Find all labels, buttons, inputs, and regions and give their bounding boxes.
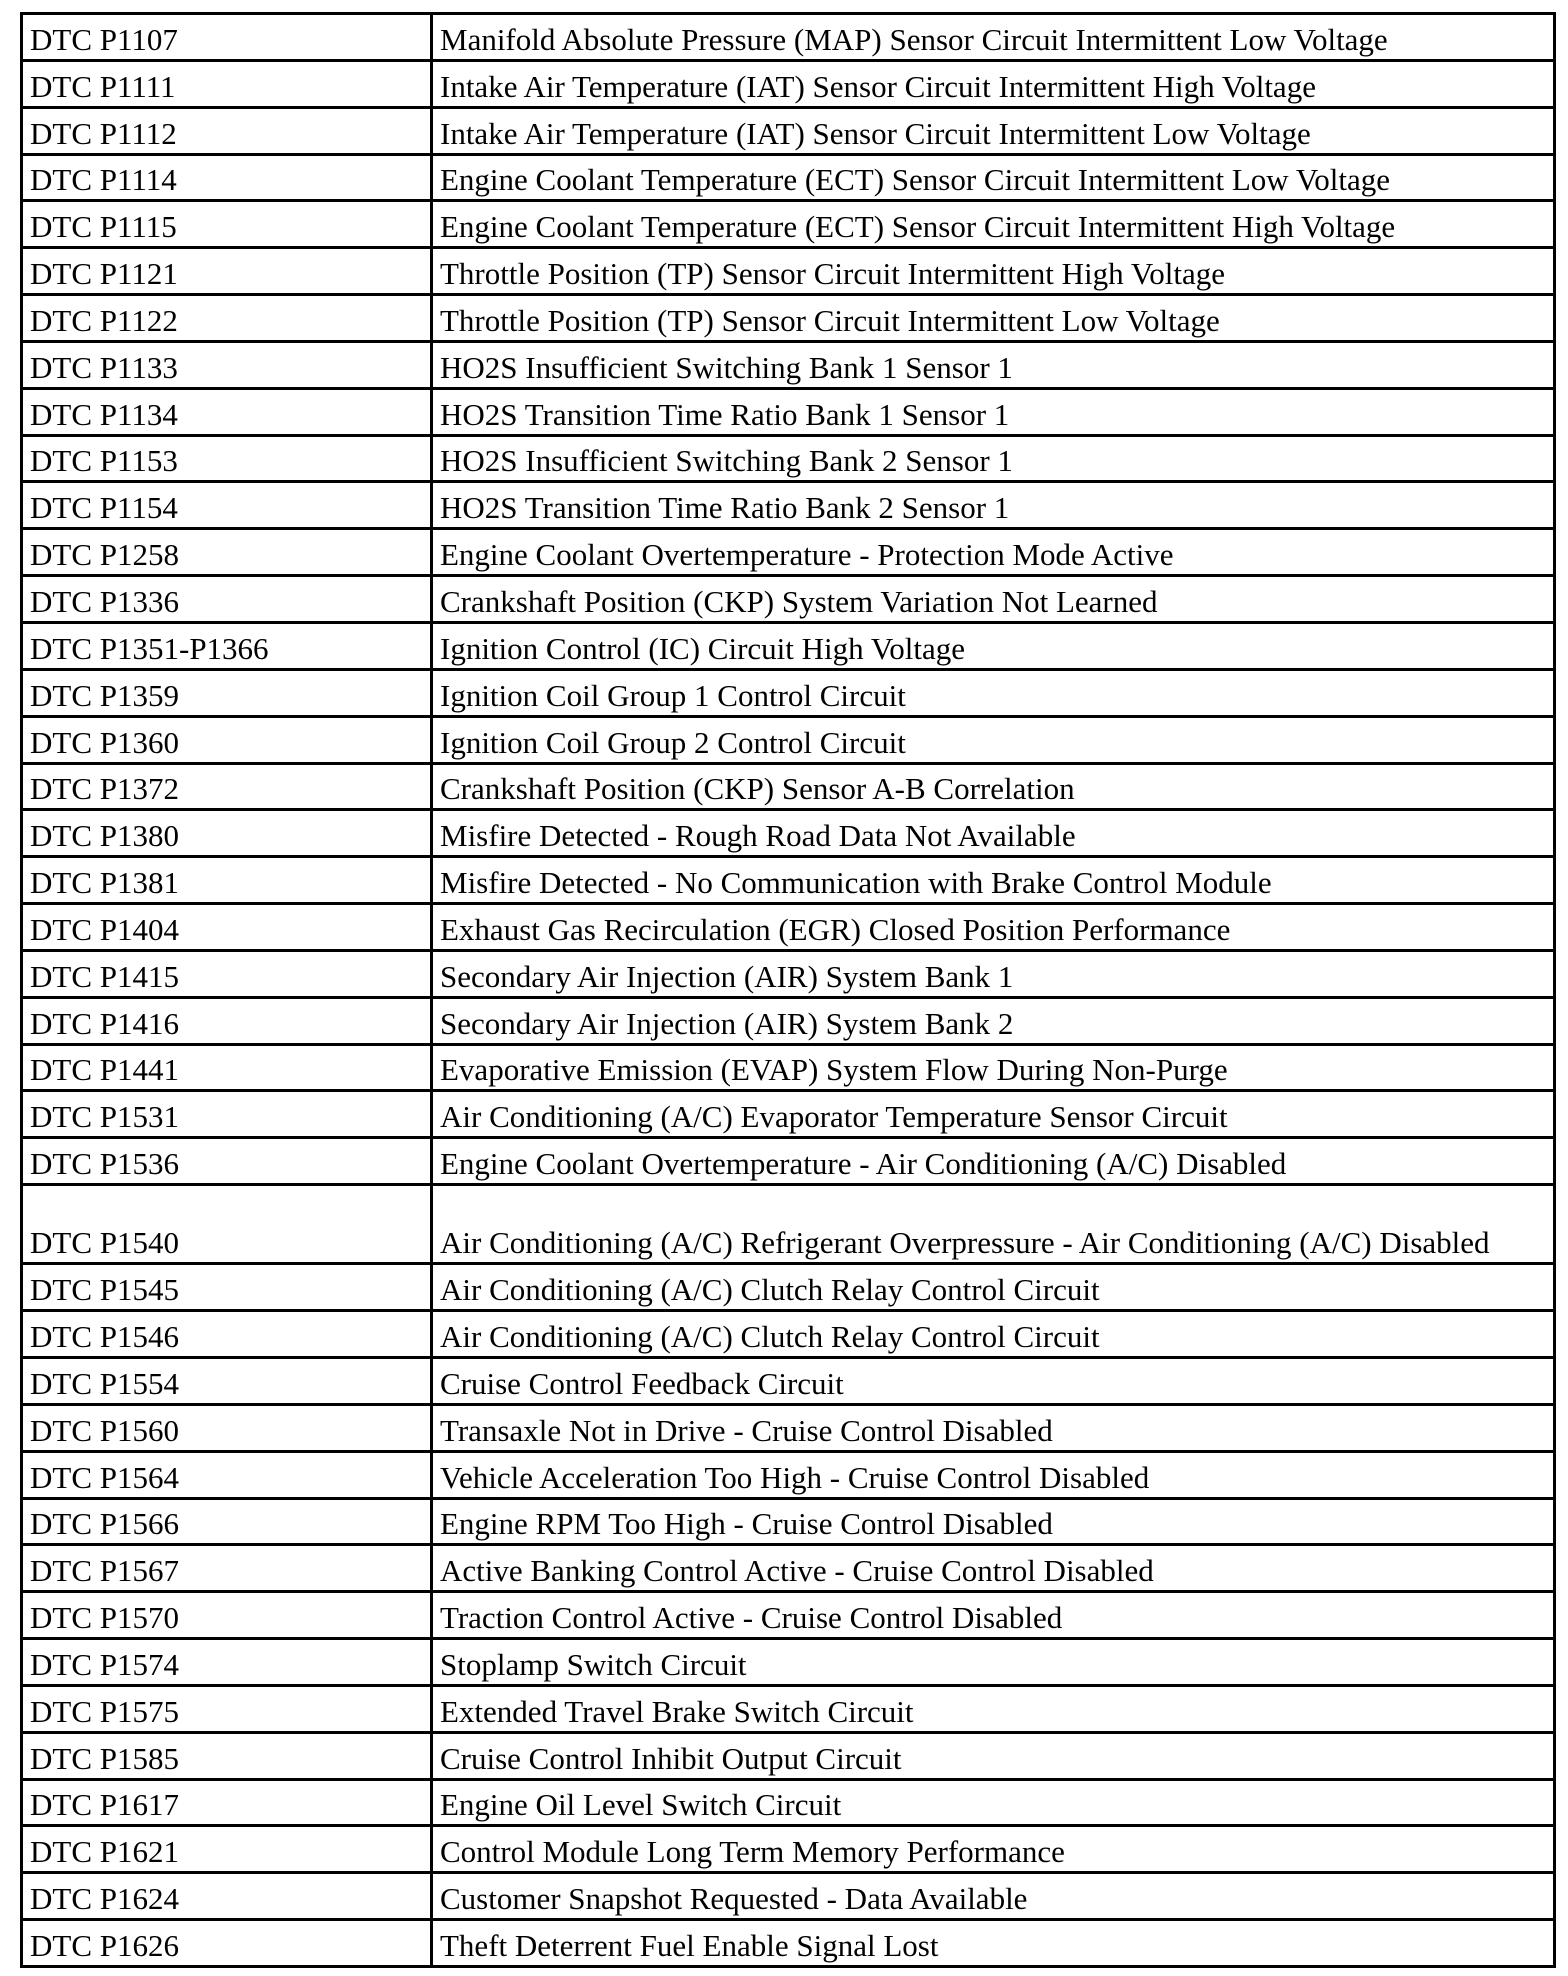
dtc-description-cell: Misfire Detected - Rough Road Data Not Available xyxy=(432,810,1555,857)
dtc-code-cell: DTC P1133 xyxy=(22,341,432,388)
table-row xyxy=(22,1044,1555,1091)
table-row xyxy=(22,1264,1555,1311)
dtc-description-cell: Evaporative Emission (EVAP) System Flow During Non-Purge xyxy=(432,1044,1555,1091)
dtc-code-cell: DTC P1122 xyxy=(22,295,432,342)
dtc-description-cell: Cruise Control Feedback Circuit xyxy=(432,1357,1555,1404)
dtc-description-cell: Extended Travel Brake Switch Circuit xyxy=(432,1685,1555,1732)
dtc-code-cell: DTC P1624 xyxy=(22,1873,432,1920)
dtc-code-cell: DTC P1153 xyxy=(22,435,432,482)
dtc-code-cell: DTC P1114 xyxy=(22,154,432,201)
dtc-description-cell: Active Banking Control Active - Cruise Control Disabled xyxy=(432,1545,1555,1592)
dtc-description-cell: HO2S Insufficient Switching Bank 2 Sensor 1 xyxy=(432,435,1555,482)
dtc-description-cell: Throttle Position (TP) Sensor Circuit Intermittent High Voltage xyxy=(432,248,1555,295)
table-row xyxy=(22,1873,1555,1920)
table-row xyxy=(22,716,1555,763)
dtc-description-cell: Engine RPM Too High - Cruise Control Disabled xyxy=(432,1498,1555,1545)
dtc-table xyxy=(20,12,1556,1968)
dtc-description-cell: Cruise Control Inhibit Output Circuit xyxy=(432,1732,1555,1779)
dtc-code-cell: DTC P1111 xyxy=(22,60,432,107)
dtc-description-cell: Misfire Detected - No Communication with Brake Control Module xyxy=(432,857,1555,904)
table-row xyxy=(22,1779,1555,1826)
table-row xyxy=(22,1138,1555,1185)
dtc-code-cell: DTC P1536 xyxy=(22,1138,432,1185)
dtc-code-cell: DTC P1621 xyxy=(22,1826,432,1873)
table-row xyxy=(22,341,1555,388)
table-row xyxy=(22,1451,1555,1498)
dtc-description-cell: Manifold Absolute Pressure (MAP) Sensor Circuit Intermittent Low Voltage xyxy=(432,14,1555,61)
table-row xyxy=(22,107,1555,154)
table-row xyxy=(22,248,1555,295)
table-row xyxy=(22,60,1555,107)
dtc-description-cell: HO2S Transition Time Ratio Bank 1 Sensor 1 xyxy=(432,388,1555,435)
dtc-description-cell: Stoplamp Switch Circuit xyxy=(432,1639,1555,1686)
table-row xyxy=(22,810,1555,857)
dtc-code-cell: DTC P1115 xyxy=(22,201,432,248)
dtc-description-cell: Traction Control Active - Cruise Control Disabled xyxy=(432,1592,1555,1639)
dtc-code-cell: DTC P1360 xyxy=(22,716,432,763)
table-row xyxy=(22,1639,1555,1686)
dtc-code-cell: DTC P1574 xyxy=(22,1639,432,1686)
table-row xyxy=(22,1826,1555,1873)
dtc-description-cell: Air Conditioning (A/C) Refrigerant Overpressure - Air Conditioning (A/C) Disabled xyxy=(432,1185,1555,1264)
dtc-code-cell: DTC P1560 xyxy=(22,1404,432,1451)
table-row xyxy=(22,1311,1555,1358)
dtc-code-cell: DTC P1546 xyxy=(22,1311,432,1358)
dtc-description-cell: Crankshaft Position (CKP) Sensor A-B Correlation xyxy=(432,763,1555,810)
dtc-description-cell: Engine Oil Level Switch Circuit xyxy=(432,1779,1555,1826)
table-row xyxy=(22,1357,1555,1404)
dtc-description-cell: Throttle Position (TP) Sensor Circuit Intermittent Low Voltage xyxy=(432,295,1555,342)
dtc-code-cell: DTC P1626 xyxy=(22,1920,432,1967)
table-row xyxy=(22,1091,1555,1138)
table-row xyxy=(22,1732,1555,1779)
dtc-description-cell: Engine Coolant Overtemperature - Air Conditioning (A/C) Disabled xyxy=(432,1138,1555,1185)
dtc-code-cell: DTC P1336 xyxy=(22,576,432,623)
dtc-code-cell: DTC P1258 xyxy=(22,529,432,576)
dtc-code-cell: DTC P1617 xyxy=(22,1779,432,1826)
table-row xyxy=(22,1498,1555,1545)
dtc-description-cell: Control Module Long Term Memory Performance xyxy=(432,1826,1555,1873)
dtc-code-cell: DTC P1441 xyxy=(22,1044,432,1091)
dtc-code-cell: DTC P1359 xyxy=(22,669,432,716)
table-row xyxy=(22,1685,1555,1732)
dtc-code-cell: DTC P1545 xyxy=(22,1264,432,1311)
dtc-description-cell: Exhaust Gas Recirculation (EGR) Closed Position Performance xyxy=(432,904,1555,951)
dtc-description-cell: Transaxle Not in Drive - Cruise Control Disabled xyxy=(432,1404,1555,1451)
table-row xyxy=(22,529,1555,576)
dtc-description-cell: Intake Air Temperature (IAT) Sensor Circuit Intermittent Low Voltage xyxy=(432,107,1555,154)
dtc-description-cell: Engine Coolant Overtemperature - Protection Mode Active xyxy=(432,529,1555,576)
dtc-table-container xyxy=(20,12,1553,1968)
table-row xyxy=(22,997,1555,1044)
table-row xyxy=(22,763,1555,810)
table-row xyxy=(22,622,1555,669)
table-row xyxy=(22,904,1555,951)
table-row xyxy=(22,482,1555,529)
dtc-code-cell: DTC P1381 xyxy=(22,857,432,904)
dtc-description-cell: Intake Air Temperature (IAT) Sensor Circuit Intermittent High Voltage xyxy=(432,60,1555,107)
dtc-description-cell: HO2S Transition Time Ratio Bank 2 Sensor 1 xyxy=(432,482,1555,529)
dtc-description-cell: Air Conditioning (A/C) Evaporator Temperature Sensor Circuit xyxy=(432,1091,1555,1138)
dtc-description-cell: Secondary Air Injection (AIR) System Bank 1 xyxy=(432,950,1555,997)
dtc-code-cell: DTC P1585 xyxy=(22,1732,432,1779)
dtc-code-cell: DTC P1416 xyxy=(22,997,432,1044)
dtc-code-cell: DTC P1112 xyxy=(22,107,432,154)
dtc-description-cell: Engine Coolant Temperature (ECT) Sensor Circuit Intermittent High Voltage xyxy=(432,201,1555,248)
table-row xyxy=(22,1920,1555,1967)
dtc-code-cell: DTC P1570 xyxy=(22,1592,432,1639)
table-row xyxy=(22,1545,1555,1592)
dtc-code-cell: DTC P1554 xyxy=(22,1357,432,1404)
dtc-code-cell: DTC P1121 xyxy=(22,248,432,295)
dtc-description-cell: Vehicle Acceleration Too High - Cruise Control Disabled xyxy=(432,1451,1555,1498)
table-row xyxy=(22,201,1555,248)
dtc-code-cell: DTC P1564 xyxy=(22,1451,432,1498)
dtc-code-cell: DTC P1575 xyxy=(22,1685,432,1732)
table-row xyxy=(22,154,1555,201)
dtc-description-cell: Theft Deterrent Fuel Enable Signal Lost xyxy=(432,1920,1555,1967)
table-row xyxy=(22,388,1555,435)
table-row xyxy=(22,857,1555,904)
dtc-code-cell: DTC P1372 xyxy=(22,763,432,810)
dtc-code-cell: DTC P1134 xyxy=(22,388,432,435)
table-row xyxy=(22,435,1555,482)
table-row xyxy=(22,295,1555,342)
dtc-code-cell: DTC P1531 xyxy=(22,1091,432,1138)
dtc-table-body xyxy=(22,14,1555,1967)
table-row xyxy=(22,669,1555,716)
dtc-description-cell: Engine Coolant Temperature (ECT) Sensor Circuit Intermittent Low Voltage xyxy=(432,154,1555,201)
dtc-description-cell: Air Conditioning (A/C) Clutch Relay Control Circuit xyxy=(432,1264,1555,1311)
dtc-code-cell: DTC P1351-P1366 xyxy=(22,622,432,669)
dtc-description-cell: Ignition Control (IC) Circuit High Voltage xyxy=(432,622,1555,669)
table-row xyxy=(22,1404,1555,1451)
table-row xyxy=(22,1592,1555,1639)
dtc-code-cell: DTC P1567 xyxy=(22,1545,432,1592)
dtc-code-cell: DTC P1404 xyxy=(22,904,432,951)
table-row xyxy=(22,14,1555,61)
dtc-code-cell: DTC P1380 xyxy=(22,810,432,857)
dtc-description-cell: Air Conditioning (A/C) Clutch Relay Control Circuit xyxy=(432,1311,1555,1358)
dtc-code-cell: DTC P1415 xyxy=(22,950,432,997)
dtc-description-cell: Crankshaft Position (CKP) System Variation Not Learned xyxy=(432,576,1555,623)
dtc-code-cell: DTC P1540 xyxy=(22,1185,432,1264)
dtc-code-cell: DTC P1107 xyxy=(22,14,432,61)
dtc-code-cell: DTC P1154 xyxy=(22,482,432,529)
table-row xyxy=(22,1185,1555,1264)
dtc-description-cell: Customer Snapshot Requested - Data Available xyxy=(432,1873,1555,1920)
dtc-code-cell: DTC P1566 xyxy=(22,1498,432,1545)
dtc-description-cell: Secondary Air Injection (AIR) System Bank 2 xyxy=(432,997,1555,1044)
dtc-description-cell: Ignition Coil Group 1 Control Circuit xyxy=(432,669,1555,716)
dtc-description-cell: Ignition Coil Group 2 Control Circuit xyxy=(432,716,1555,763)
table-row xyxy=(22,576,1555,623)
dtc-description-cell: HO2S Insufficient Switching Bank 1 Sensor 1 xyxy=(432,341,1555,388)
table-row xyxy=(22,950,1555,997)
